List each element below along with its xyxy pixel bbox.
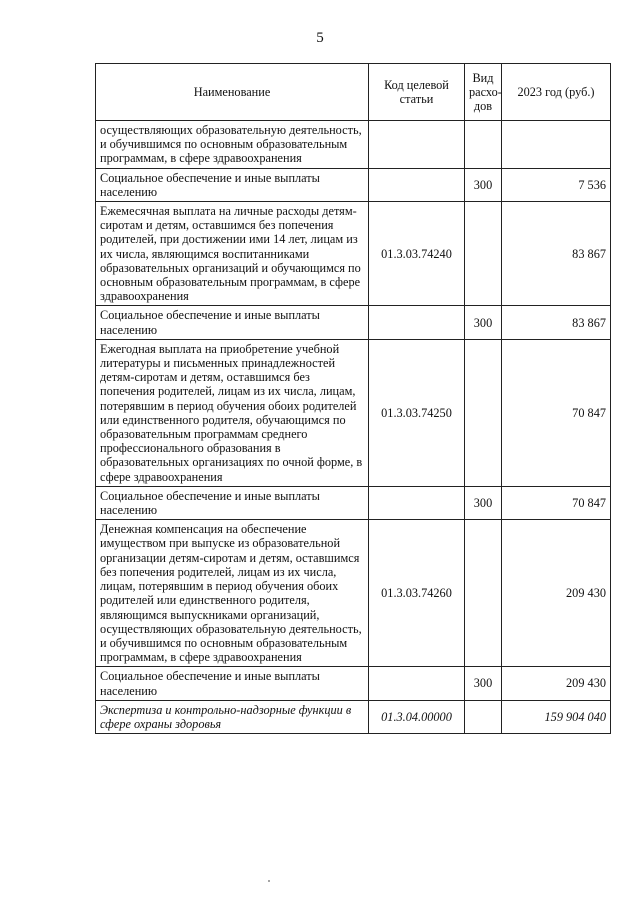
table-row: [96, 121, 611, 169]
cell-kind: [465, 202, 502, 306]
cell-code: [369, 168, 465, 201]
cell-sum: 209 430: [502, 520, 611, 667]
table-row: [96, 700, 611, 733]
table-row: [96, 168, 611, 201]
cell-code: [369, 486, 465, 519]
cell-code: [369, 306, 465, 339]
page-number: 5: [316, 30, 324, 46]
cell-name: Социальное обеспечение и иные выплаты населению: [96, 306, 369, 339]
table-header-row: [96, 64, 611, 121]
cell-name: Социальное обеспечение и иные выплаты населению: [96, 667, 369, 700]
cell-sum: 83 867: [502, 202, 611, 306]
cell-sum: 7 536: [502, 168, 611, 201]
cell-code: [369, 121, 465, 169]
cell-kind: [465, 339, 502, 486]
cell-code: 01.3.03.74240: [369, 202, 465, 306]
cell-kind: [465, 121, 502, 169]
cell-kind: 300: [465, 486, 502, 519]
budget-table: [95, 63, 611, 734]
cell-name: Экспертиза и контрольно-надзорные функции в сфере охраны здоровья: [96, 700, 369, 733]
header-name: Наименование: [96, 64, 369, 121]
cell-sum: 70 847: [502, 339, 611, 486]
cell-name: Денежная компенсация на обеспечение имуществом при выпуске из образовательной организации детям-сиротам и детям, оставшимся без попечения родителей, лицам из их числа, лицам, потерявшим в период обучения обоих родителей или единственного родителя, являющимся выпускниками организаций, осуществляющих образовательную деятельность, и обучившимся по основным образовательным программам, в сфере здравоохранения: [96, 520, 369, 667]
table-row: [96, 667, 611, 700]
cell-sum: 83 867: [502, 306, 611, 339]
cell-code: 01.3.04.00000: [369, 700, 465, 733]
table-row: [96, 306, 611, 339]
cell-name: Социальное обеспечение и иные выплаты населению: [96, 168, 369, 201]
cell-name: Ежемесячная выплата на личные расходы детям-сиротам и детям, оставшимся без попечения родителей, при достижении ими 14 лет, лицам из их числа, являющимся воспитанниками образовательных организаций и обучающимся по основным образовательным программам, в сфере здравоохранения: [96, 202, 369, 306]
table-row: [96, 486, 611, 519]
cell-sum: [502, 121, 611, 169]
cell-name: Социальное обеспечение и иные выплаты населению: [96, 486, 369, 519]
header-kind: Вид расхо-дов: [465, 64, 502, 121]
table-row: [96, 520, 611, 667]
header-year: 2023 год (руб.): [502, 64, 611, 121]
cell-sum: 70 847: [502, 486, 611, 519]
cell-sum: 209 430: [502, 667, 611, 700]
cell-kind: [465, 520, 502, 667]
cell-sum: 159 904 040: [502, 700, 611, 733]
cell-name: осуществляющих образовательную деятельность, и обучившимся по основным образовательным программам, в сфере здравоохранения: [96, 121, 369, 169]
scan-speck: [268, 880, 270, 882]
cell-kind: 300: [465, 667, 502, 700]
cell-name: Ежегодная выплата на приобретение учебной литературы и письменных принадлежностей детям-сиротам и детям, оставшимся без попечения родителей, лицам из их числа, лицам, потерявшим в период обучения обоих родителей или единственного родителя, обучающимся по образовательным программам среднего профессионального образования в образовательных организациях по очной форме, в сфере здравоохранения: [96, 339, 369, 486]
cell-code: [369, 667, 465, 700]
cell-kind: 300: [465, 168, 502, 201]
table-row: [96, 339, 611, 486]
table-row: [96, 202, 611, 306]
cell-code: 01.3.03.74250: [369, 339, 465, 486]
cell-kind: [465, 700, 502, 733]
cell-code: 01.3.03.74260: [369, 520, 465, 667]
header-code: Код целевой статьи: [369, 64, 465, 121]
cell-kind: 300: [465, 306, 502, 339]
